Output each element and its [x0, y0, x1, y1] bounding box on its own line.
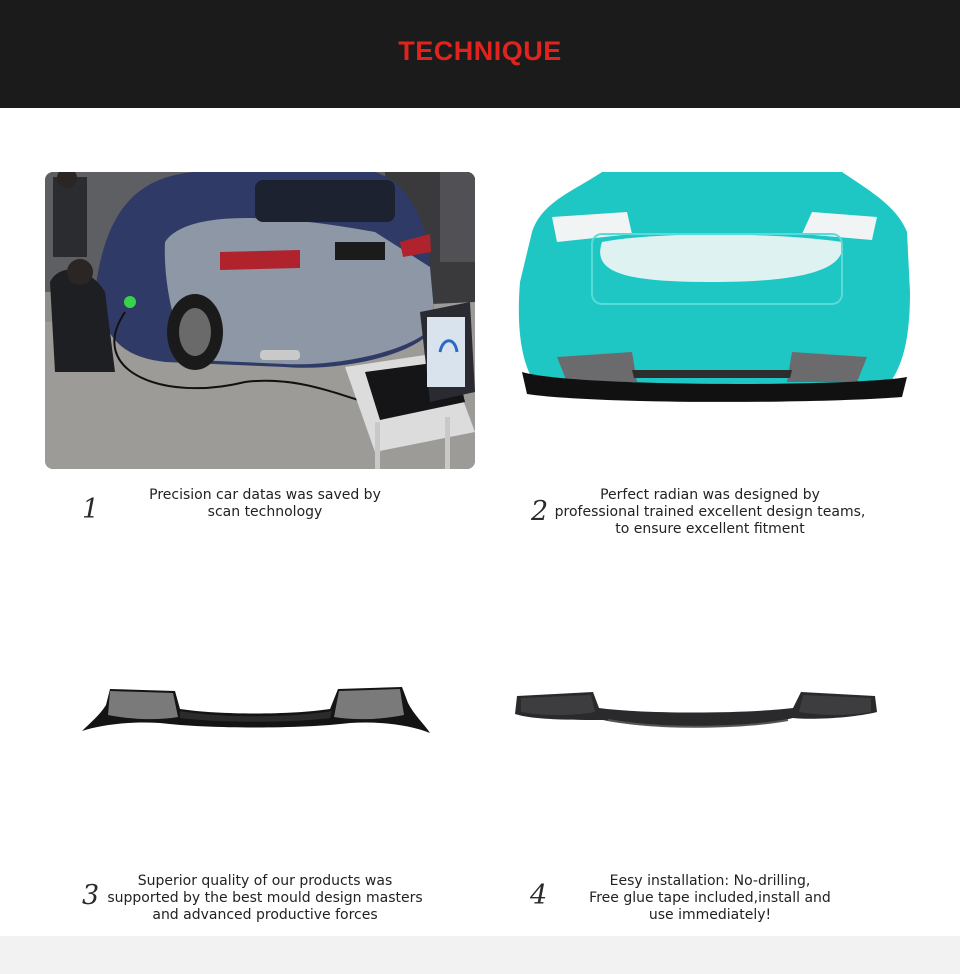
- scan-workshop-photo: [45, 172, 475, 469]
- step-1-number: 1: [82, 494, 100, 525]
- step-3-line-3: and advanced productive forces: [152, 907, 378, 923]
- page-title: TECHNIQUE: [398, 36, 562, 66]
- step-3-number: 3: [82, 880, 100, 911]
- diffuser-render: [80, 685, 432, 740]
- step-1-description: [115, 487, 415, 521]
- step-2-line-3: to ensure excellent fitment: [615, 521, 805, 537]
- header-bar: [0, 0, 960, 108]
- step-3-description: [100, 873, 430, 924]
- step-4-description: [565, 873, 855, 924]
- step-3-line-2: supported by the best mould design masters: [107, 890, 423, 906]
- step-1-line-2: scan technology: [207, 504, 323, 520]
- step-1-line-1: Precision car datas was saved by: [149, 487, 381, 503]
- step-4-line-2: Free glue tape included,install and: [589, 890, 831, 906]
- step-2-description: [540, 487, 880, 538]
- step-4-line-3: use immediately!: [648, 907, 772, 923]
- 3d-scan-model: [512, 172, 912, 404]
- step-2-line-1: Perfect radian was designed by: [600, 487, 820, 503]
- footer-band: [0, 936, 960, 974]
- step-4-line-1: Eesy installation: No-drilling,: [609, 873, 811, 889]
- step-2-line-2: professional trained excellent design teams,: [554, 504, 866, 520]
- step-3-line-1: Superior quality of our products was: [137, 873, 393, 889]
- carbon-diffuser-photo: [513, 688, 879, 738]
- step-2-number: 2: [531, 496, 549, 527]
- step-4-number: 4: [530, 880, 548, 911]
